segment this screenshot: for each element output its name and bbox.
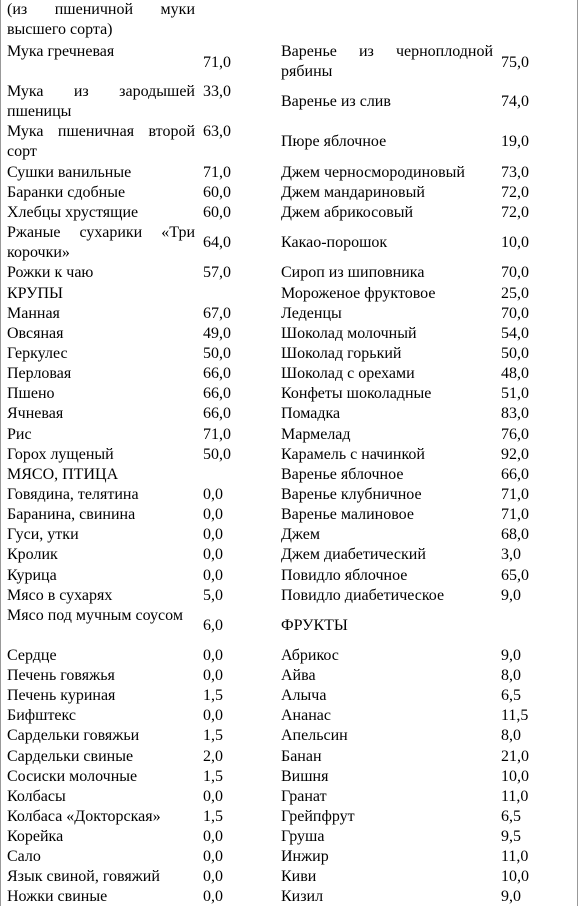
product-value: 1,5 [203, 727, 223, 744]
product-value: 76,0 [501, 426, 529, 443]
product-value: 71,0 [501, 506, 529, 523]
product-value: 33,0 [203, 83, 231, 100]
product-name: Джем черносмородиновый [281, 164, 465, 181]
product-value: 0,0 [203, 667, 223, 684]
product-name: Колбасы [7, 788, 66, 805]
product-name: Бифштекс [7, 707, 77, 724]
product-value: 9,0 [501, 888, 521, 905]
product-name: Грейпфрут [281, 808, 355, 825]
product-value: 0,0 [203, 546, 223, 563]
product-value: 60,0 [203, 184, 231, 201]
product-name: Варенье яблочное [281, 466, 404, 483]
product-name: Шоколад с орехами [281, 365, 415, 382]
product-name: Сироп из шиповника [281, 264, 425, 281]
product-name: Мясо под мучным соусом [7, 607, 183, 624]
product-name: Джем диабетический [281, 546, 426, 563]
product-value: 0,0 [203, 707, 223, 724]
product-value: 1,5 [203, 808, 223, 825]
product-value: 67,0 [203, 305, 231, 322]
product-name: Гранат [281, 788, 327, 805]
product-name: Хлебцы хрустящие [7, 204, 139, 221]
product-value: 66,0 [501, 466, 529, 483]
product-name: Баранки сдобные [7, 184, 126, 201]
section-heading: ФРУКТЫ [281, 617, 348, 634]
product-value: 57,0 [203, 264, 231, 281]
product-value: 19,0 [501, 133, 529, 150]
product-name: Печень куриная [7, 687, 116, 704]
product-name: Геркулес [7, 345, 68, 362]
product-value: 0,0 [203, 828, 223, 845]
product-name: Говядина, телятина [7, 486, 139, 503]
product-value: 10,0 [501, 768, 529, 785]
product-name: Баранина, свинина [7, 506, 136, 523]
product-name: Кизил [281, 888, 324, 905]
product-value: 0,0 [203, 486, 223, 503]
product-name: Сосиски молочные [7, 768, 138, 785]
product-value: 5,0 [203, 587, 223, 604]
product-name: Язык свиной, говяжий [7, 868, 160, 885]
product-name: Сушки ванильные [7, 164, 132, 181]
product-value: 2,0 [203, 748, 223, 765]
product-value: 71,0 [501, 486, 529, 503]
product-value: 1,5 [203, 768, 223, 785]
product-value: 50,0 [203, 446, 231, 463]
section-heading: КРУПЫ [7, 285, 64, 302]
product-name: Мука гречневая [7, 43, 115, 60]
product-name: Ножки свиные [7, 888, 108, 905]
product-name: Варенье из слив [281, 93, 391, 110]
product-value: 0,0 [203, 567, 223, 584]
product-value: 50,0 [501, 345, 529, 362]
product-name: Мука из зародышей пшеницы [7, 83, 195, 120]
product-value: 92,0 [501, 446, 529, 463]
product-value: 71,0 [203, 164, 231, 181]
product-value: 64,0 [203, 234, 231, 251]
product-value: 0,0 [203, 848, 223, 865]
product-value: 51,0 [501, 385, 529, 402]
product-name: Повидло яблочное [281, 567, 408, 584]
product-name: Мука пшеничная второй сорт [7, 123, 195, 160]
product-name: Сердце [7, 647, 57, 664]
product-value: 6,5 [501, 687, 521, 704]
product-name: Курица [7, 567, 57, 584]
product-value: 50,0 [203, 345, 231, 362]
product-value: 75,0 [501, 54, 529, 71]
product-name: Рожки к чаю [7, 264, 94, 281]
product-name: Варенье малиновое [281, 506, 414, 523]
product-value: 66,0 [203, 405, 231, 422]
product-value: 72,0 [501, 184, 529, 201]
product-value: 25,0 [501, 285, 529, 302]
product-name: Горох лущеный [7, 446, 114, 463]
product-value: 66,0 [203, 365, 231, 382]
product-value: 0,0 [203, 506, 223, 523]
product-value: 73,0 [501, 164, 529, 181]
product-value: 74,0 [501, 93, 529, 110]
product-value: 11,5 [501, 707, 529, 724]
product-value: 11,0 [501, 788, 529, 805]
product-value: 3,0 [501, 546, 521, 563]
product-name: Манная [7, 305, 60, 322]
product-name: Инжир [281, 848, 329, 865]
product-name: Леденцы [281, 305, 342, 322]
product-name: Ананас [281, 707, 331, 724]
product-name: Ржаные сухарики «Три корочки» [7, 224, 195, 261]
product-value: 0,0 [203, 888, 223, 905]
product-name: Пшено [7, 385, 55, 402]
product-name: Карамель с начинкой [281, 446, 425, 463]
product-name: Сардельки говяжьи [7, 727, 140, 744]
product-name: Сардельки свиные [7, 748, 134, 765]
product-value: 0,0 [203, 526, 223, 543]
section-heading: МЯСО, ПТИЦА [7, 466, 119, 483]
product-name: Абрикос [281, 647, 339, 664]
product-value: 8,0 [501, 667, 521, 684]
product-name: Вишня [281, 768, 329, 785]
product-name: Перловая [7, 365, 72, 382]
product-value: 66,0 [203, 385, 231, 402]
product-value: 10,0 [501, 234, 529, 251]
product-name: Пюре яблочное [281, 133, 387, 150]
product-value: 11,0 [501, 848, 529, 865]
product-value: 60,0 [203, 204, 231, 221]
product-name: Рис [7, 426, 32, 443]
product-name: Джем [281, 526, 320, 543]
product-name: Печень говяжья [7, 667, 115, 684]
product-value: 49,0 [203, 325, 231, 342]
product-value: 9,0 [501, 647, 521, 664]
product-name: Какао-порошок [281, 234, 388, 251]
product-value: 0,0 [203, 647, 223, 664]
product-value: 0,0 [203, 788, 223, 805]
product-name: Ячневая [7, 405, 64, 422]
product-value: 48,0 [501, 365, 529, 382]
product-name: Варенье клубничное [281, 486, 422, 503]
product-name: Колбаса «Докторская» [7, 808, 161, 825]
product-name: Апельсин [281, 727, 348, 744]
product-name: Банан [281, 748, 322, 765]
product-name: Груша [281, 828, 325, 845]
product-name: Мороженое фруктовое [281, 285, 436, 302]
product-value: 6,0 [203, 617, 223, 634]
product-name: Кролик [7, 546, 58, 563]
product-name: Джем абрикосовый [281, 204, 414, 221]
product-value: 10,0 [501, 868, 529, 885]
product-name: Шоколад молочный [281, 325, 417, 342]
product-name: Конфеты шоколадные [281, 385, 432, 402]
product-value: 63,0 [203, 123, 231, 140]
product-value: 83,0 [501, 405, 529, 422]
product-value: 71,0 [203, 54, 231, 71]
product-name: Гуси, утки [7, 526, 79, 543]
product-value: 70,0 [501, 305, 529, 322]
product-name: Овсяная [7, 325, 64, 342]
product-name: Варенье из черноплодной рябины [281, 43, 493, 80]
product-value: 21,0 [501, 748, 529, 765]
product-value: 9,5 [501, 828, 521, 845]
product-name: Мармелад [281, 426, 351, 443]
product-value: 72,0 [501, 204, 529, 221]
product-name: Мясо в сухарях [7, 587, 113, 604]
product-name: Повидло диабетическое [281, 587, 445, 604]
product-value: 6,5 [501, 808, 521, 825]
product-name: Помадка [281, 405, 341, 422]
product-name: Корейка [7, 828, 64, 845]
product-value: 71,0 [203, 426, 231, 443]
product-value: 68,0 [501, 526, 529, 543]
product-name: Алыча [281, 687, 327, 704]
product-value: 8,0 [501, 727, 521, 744]
product-name: Сало [7, 848, 41, 865]
product-value: 9,0 [501, 587, 521, 604]
product-name: Киви [281, 868, 317, 885]
section-heading: (из пшеничной муки высшего сорта) [7, 1, 195, 38]
product-name: Айва [281, 667, 316, 684]
product-name: Джем мандариновый [281, 184, 425, 201]
product-value: 70,0 [501, 264, 529, 281]
product-value: 65,0 [501, 567, 529, 584]
product-value: 1,5 [203, 687, 223, 704]
product-name: Шоколад горький [281, 345, 402, 362]
product-value: 54,0 [501, 325, 529, 342]
product-value: 0,0 [203, 868, 223, 885]
